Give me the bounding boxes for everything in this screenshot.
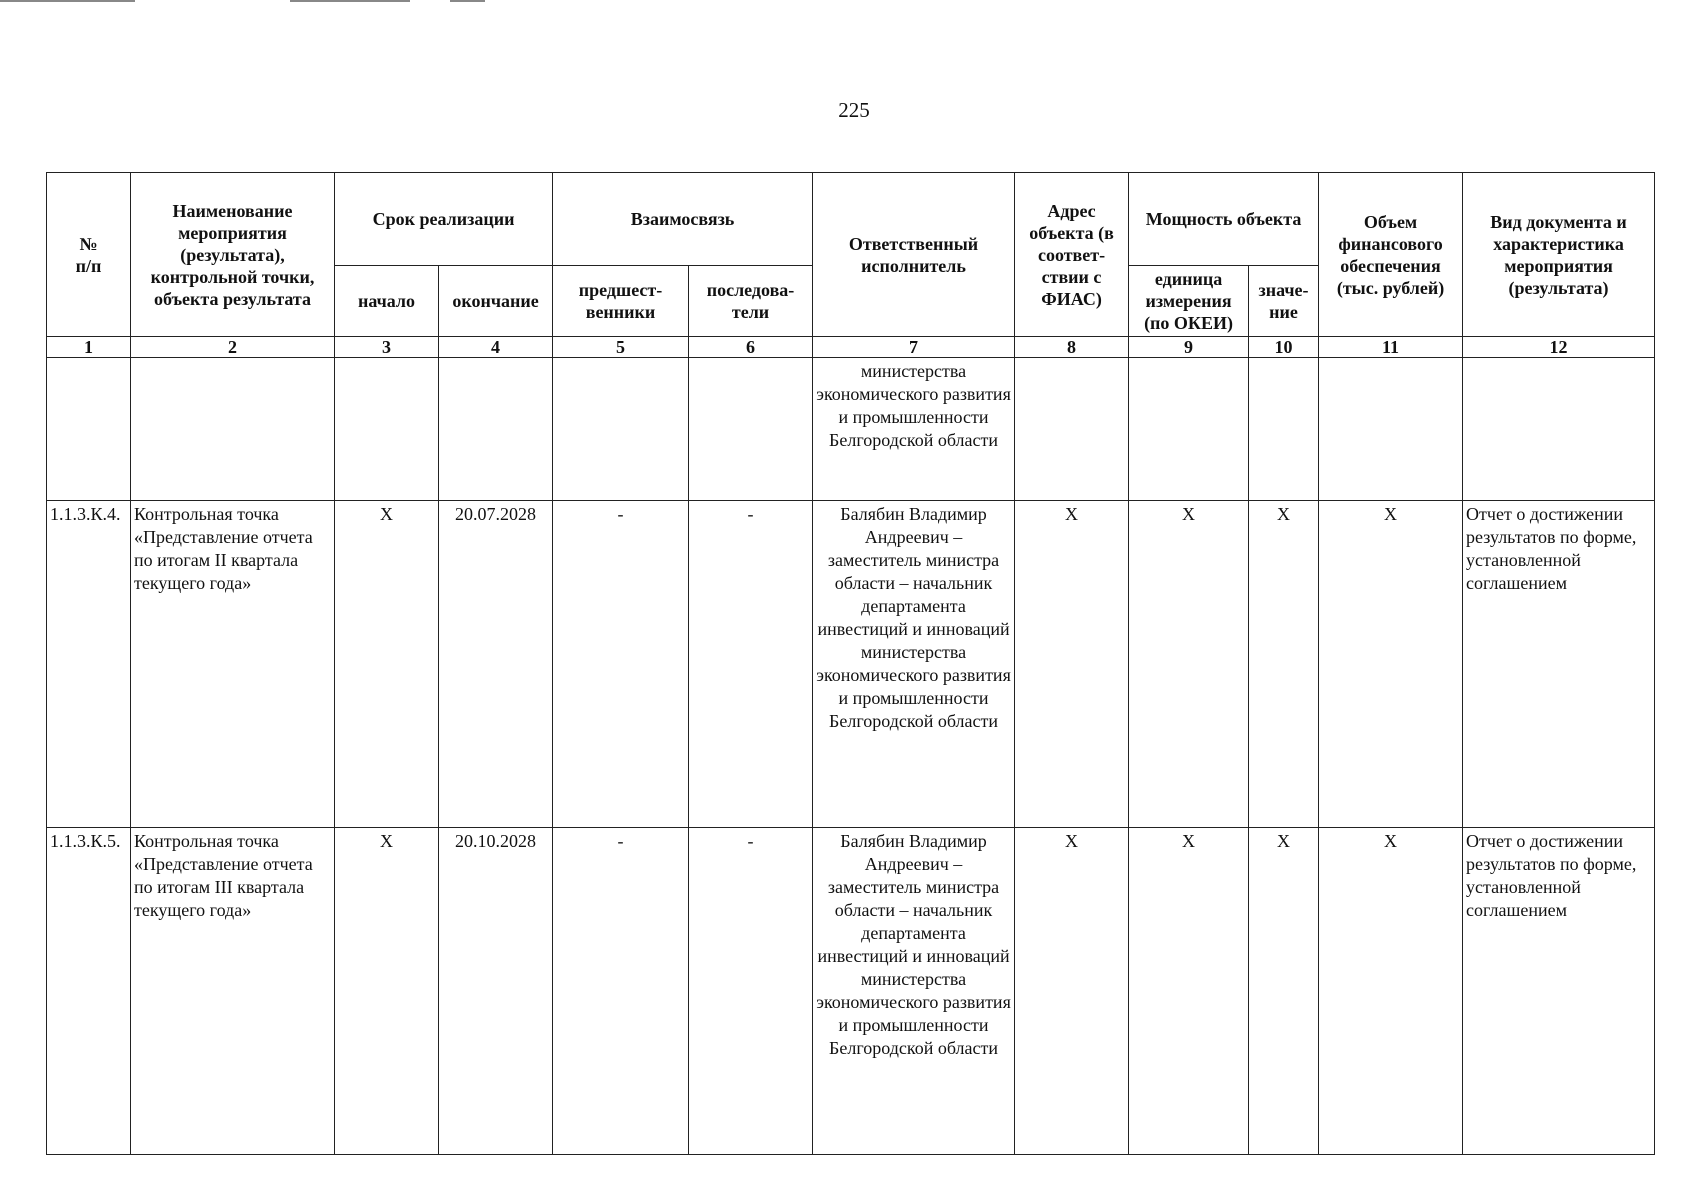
cell-doc-type: Отчет о достижении результатов по форме, установленной соглашением bbox=[1463, 501, 1655, 828]
header-doc-type: Вид документа и характеристика мероприятия (результата) bbox=[1463, 173, 1655, 337]
cell-doc-type: Отчет о достижении результатов по форме, установленной соглашением bbox=[1463, 828, 1655, 1155]
cell-funding: X bbox=[1319, 501, 1463, 828]
column-number: 7 bbox=[813, 337, 1015, 358]
header-num: № п/п bbox=[47, 173, 131, 337]
column-number-row bbox=[47, 337, 1655, 358]
cell-empty bbox=[47, 358, 131, 501]
cell-empty bbox=[1249, 358, 1319, 501]
column-number: 6 bbox=[689, 337, 813, 358]
cell-successors: - bbox=[689, 501, 813, 828]
cell-unit: X bbox=[1129, 828, 1249, 1155]
column-number: 5 bbox=[553, 337, 689, 358]
cell-value: X bbox=[1249, 828, 1319, 1155]
continuation-row bbox=[47, 358, 1655, 501]
cell-successors: - bbox=[689, 828, 813, 1155]
column-number: 2 bbox=[131, 337, 335, 358]
scan-artifact-line bbox=[450, 0, 485, 2]
header-start: начало bbox=[335, 266, 439, 337]
cell-empty bbox=[1129, 358, 1249, 501]
cell-empty bbox=[335, 358, 439, 501]
column-number: 8 bbox=[1015, 337, 1129, 358]
cell-address: X bbox=[1015, 828, 1129, 1155]
scan-artifact-line bbox=[290, 0, 410, 2]
header-relation: Взаимосвязь bbox=[553, 173, 813, 266]
header-executor: Ответственный исполнитель bbox=[813, 173, 1015, 337]
cell-num: 1.1.3.К.5. bbox=[47, 828, 131, 1155]
header-successors: последова-тели bbox=[689, 266, 813, 337]
column-number: 10 bbox=[1249, 337, 1319, 358]
cell-start: X bbox=[335, 828, 439, 1155]
cell-executor-continued: министерства экономического развития и промышленности Белгородской области bbox=[813, 358, 1015, 501]
column-number: 11 bbox=[1319, 337, 1463, 358]
cell-empty bbox=[689, 358, 813, 501]
cell-name: Контрольная точка «Представление отчета по итогам III квартала текущего года» bbox=[131, 828, 335, 1155]
cell-name: Контрольная точка «Представление отчета по итогам II квартала текущего года» bbox=[131, 501, 335, 828]
cell-value: X bbox=[1249, 501, 1319, 828]
table-row bbox=[47, 828, 1655, 1155]
column-number: 12 bbox=[1463, 337, 1655, 358]
header-address: Адрес объекта (в соответ-ствии с ФИАС) bbox=[1015, 173, 1129, 337]
header-predecessors: предшест-венники bbox=[553, 266, 689, 337]
header-row-top bbox=[47, 173, 1655, 266]
cell-empty bbox=[1319, 358, 1463, 501]
cell-empty bbox=[1463, 358, 1655, 501]
cell-empty bbox=[1015, 358, 1129, 501]
cell-end: 20.07.2028 bbox=[439, 501, 553, 828]
cell-end: 20.10.2028 bbox=[439, 828, 553, 1155]
cell-unit: X bbox=[1129, 501, 1249, 828]
cell-executor: Балябин Владимир Андреевич – заместитель министра области – начальник департамента инвестиций и инноваций министерства экономического развития и промышленности Белгородской области bbox=[813, 828, 1015, 1155]
header-value: значе-ние bbox=[1249, 266, 1319, 337]
column-number: 9 bbox=[1129, 337, 1249, 358]
header-unit: единица измерения (по ОКЕИ) bbox=[1129, 266, 1249, 337]
column-number: 3 bbox=[335, 337, 439, 358]
table-row bbox=[47, 501, 1655, 828]
column-number: 1 bbox=[47, 337, 131, 358]
cell-predecessors: - bbox=[553, 828, 689, 1155]
header-period: Срок реализации bbox=[335, 173, 553, 266]
measures-table bbox=[46, 172, 1655, 1155]
cell-address: X bbox=[1015, 501, 1129, 828]
header-end: окончание bbox=[439, 266, 553, 337]
column-number: 4 bbox=[439, 337, 553, 358]
cell-funding: X bbox=[1319, 828, 1463, 1155]
page-number: 225 bbox=[838, 98, 870, 122]
cell-empty bbox=[439, 358, 553, 501]
cell-num: 1.1.3.К.4. bbox=[47, 501, 131, 828]
scan-artifact-line bbox=[0, 0, 135, 2]
header-capacity: Мощность объекта bbox=[1129, 173, 1319, 266]
header-funding: Объем финансового обеспечения (тыс. рублей) bbox=[1319, 173, 1463, 337]
cell-empty bbox=[131, 358, 335, 501]
cell-start: X bbox=[335, 501, 439, 828]
cell-predecessors: - bbox=[553, 501, 689, 828]
header-name: Наименование мероприятия (результата), контрольной точки, объекта результата bbox=[131, 173, 335, 337]
cell-empty bbox=[553, 358, 689, 501]
cell-executor: Балябин Владимир Андреевич – заместитель министра области – начальник департамента инвестиций и инноваций министерства экономического развития и промышленности Белгородской области bbox=[813, 501, 1015, 828]
